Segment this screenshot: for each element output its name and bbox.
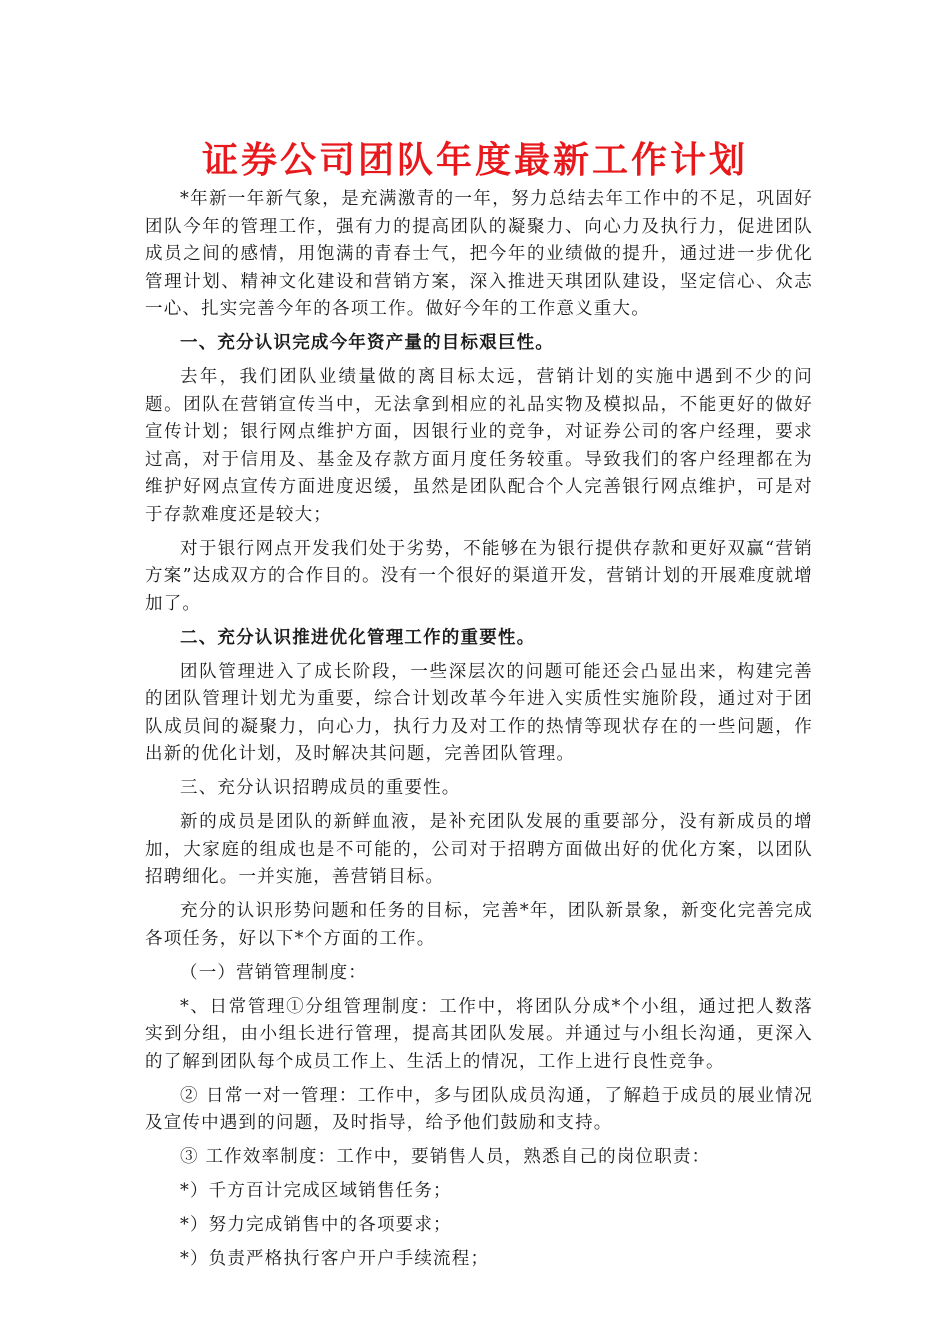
section-heading-2: 二、充分认识推进优化管理工作的重要性。 (180, 627, 536, 648)
document-body (145, 186, 813, 1280)
list-item: ③ 工作效率制度：工作中，要销售人员，熟悉自己的岗位职责： (180, 1147, 711, 1167)
list-item: *、日常管理①分组管理制度：工作中，将团队分成*个小组，通过把人数落实到分组，由小组长进行管理，提高其团队发展。并通过与小组长沟通，更深入的了解到团队每个成员工作上、生活上的情况，工作上进行良性竞争。 (145, 996, 813, 1072)
list-item: *）负责严格执行客户开户手续流程； (180, 1249, 490, 1269)
document-title: 证券公司团队年度最新工作计划 (201, 139, 748, 181)
paragraph: 对于银行网点开发我们处于劣势，不能够在为银行提供存款和更好双赢“营销方案”达成双方的合作目的。没有一个很好的渠道开发，营销计划的开展难度就增加了。 (145, 538, 813, 614)
list-item: ② 日常一对一管理：工作中，多与团队成员沟通，了解趋于成员的展业情况及宣传中遇到的问题，及时指导，给予他们鼓励和支持。 (145, 1085, 813, 1133)
paragraph: 团队管理进入了成长阶段，一些深层次的问题可能还会凸显出来，构建完善的团队管理计划尤为重要，综合计划改革今年进入实质性实施阶段，通过对于团队成员间的凝聚力，向心力，执行力及对工作的热情等现状存在的一些问题，作出新的优化计划，及时解决其问题，完善团队管理。 (145, 661, 813, 764)
paragraph: 新的成员是团队的新鲜血液，是补充团队发展的重要部分，没有新成员的增加，大家庭的组成也是不可能的，公司对于招聘方面做出好的优化方案，以团队招聘细化。一并实施，善营销目标。 (145, 812, 813, 887)
list-item: *）努力完成销售中的各项要求； (180, 1215, 452, 1235)
section-heading-1: 一、充分认识完成今年资产量的目标艰巨性。 (180, 333, 554, 353)
paragraph-intro: *年新一年新气象，是充满激青的一年，努力总结去年工作中的不足，巩固好团队今年的管理工作，强有力的提高团队的凝聚力、向心力及执行力，促进团队成员之间的感情，用饱满的青春士气，把今年的业绩做的提升，通过进一步优化管理计划、精神文化建设和营销方案，深入推进天琪团队建设，坚定信心、众志一心、扎实完善今年的各项工作。做好今年的工作意义重大。 (145, 189, 813, 319)
paragraph: 去年，我们团队业绩量做的离目标太远，营销计划的实施中遇到不少的问题。团队在营销宣传当中，无法拿到相应的礼品实物及模拟品，不能更好的做好宣传计划；银行网点维护方面，因银行业的竞争，对证券公司的客户经理，要求过高，对于信用及、基金及存款方面月度任务较重。导致我们的客户经理都在为维护好网点宣传方面进度迟缓，虽然是团队配合个人完善银行网点维护，可是对于存款难度还是较大； (145, 367, 813, 525)
subsection-heading: （一）营销管理制度： (180, 962, 367, 983)
paragraph: 充分的认识形势问题和任务的目标，完善*年，团队新景象，新变化完善完成各项任务，好以下*个方面的工作。 (145, 901, 813, 949)
section-heading-3: 三、充分认识招聘成员的重要性。 (180, 778, 461, 798)
list-item: *）千方百计完成区域销售任务； (180, 1181, 452, 1201)
